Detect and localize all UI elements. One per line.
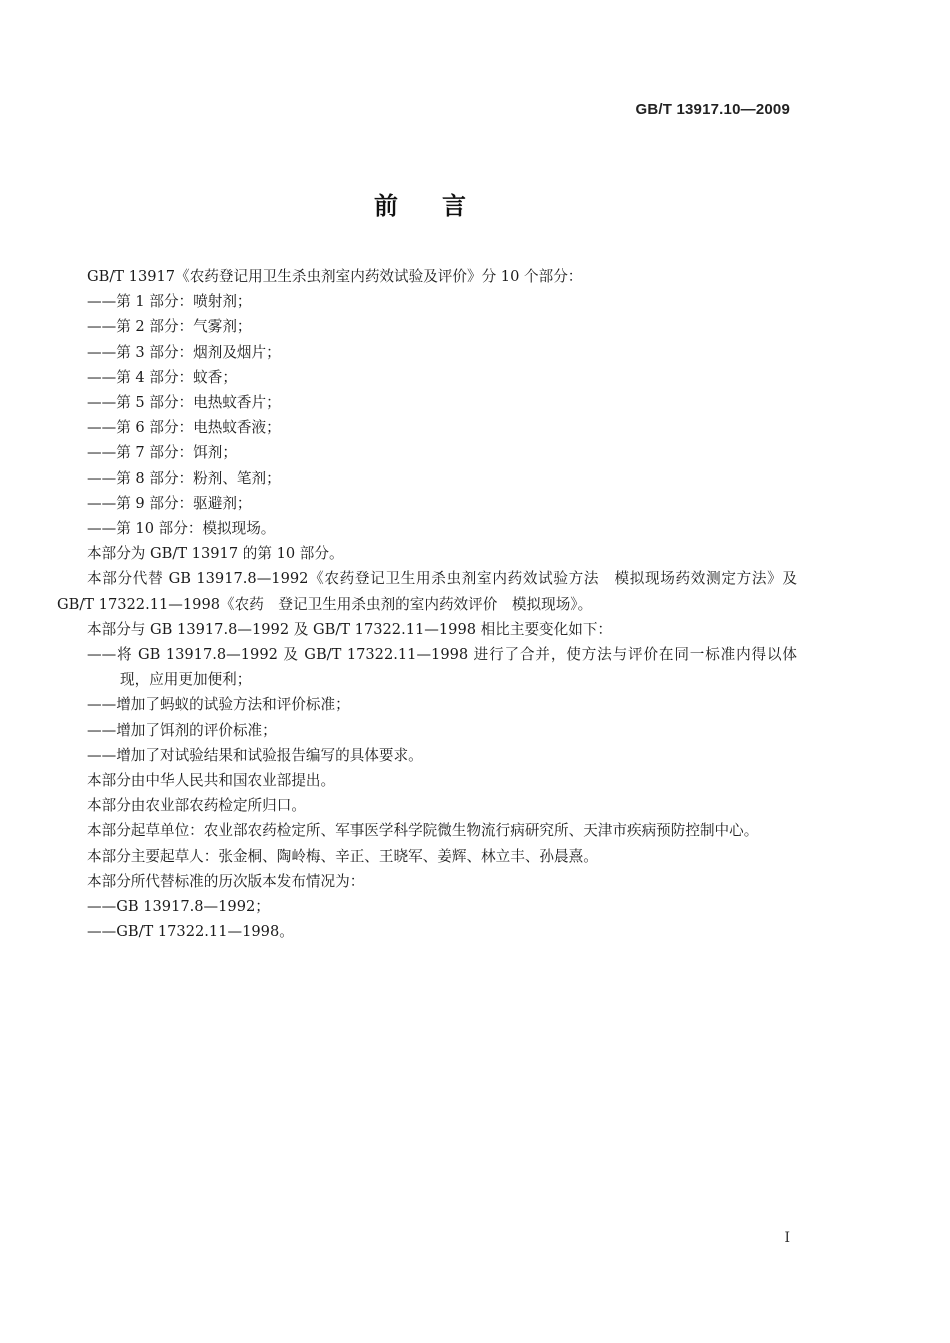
drafters-paragraph: 本部分主要起草人：张金桐、陶岭梅、辛正、王晓军、姜辉、林立丰、孙晨熹。 bbox=[87, 847, 598, 865]
part-list-item: ——第 6 部分：电热蚊香液； bbox=[87, 419, 281, 437]
change-list-item: ——增加了蚂蚁的试验方法和评价标准； bbox=[87, 696, 350, 714]
centralized-by-paragraph: 本部分由农业部农药检定所归口。 bbox=[87, 797, 306, 815]
this-part-paragraph: 本部分为 GB/T 13917 的第 10 部分。 bbox=[87, 545, 344, 563]
changes-intro-paragraph: 本部分与 GB 13917.8—1992 及 GB/T 17322.11—1998 相比主要变化如下： bbox=[87, 620, 613, 638]
history-intro-paragraph: 本部分所代替标准的历次版本发布情况为： bbox=[87, 872, 365, 890]
part-list-item: ——第 4 部分：蚊香； bbox=[87, 368, 237, 386]
change-list-item: ——将 GB 13917.8—1992 及 GB/T 17322.11—1998 进行了合并，使方法与评价在同一标准内得以体现，应用更加便利； bbox=[87, 646, 797, 689]
part-list-item: ——第 1 部分：喷射剂； bbox=[87, 293, 252, 311]
intro-paragraph: GB/T 13917《农药登记用卫生杀虫剂室内药效试验及评价》分 10 个部分： bbox=[87, 268, 583, 285]
part-list-item: ——第 5 部分：电热蚊香片； bbox=[87, 394, 281, 412]
drafting-units-paragraph: 本部分起草单位：农业部农药检定所、军事医学科学院微生物流行病研究所、天津市疾病预防控制中心。 bbox=[87, 822, 759, 840]
history-list-item: ——GB/T 17322.11—1998。 bbox=[87, 923, 294, 941]
part-list-item: ——第 7 部分：饵剂； bbox=[87, 444, 237, 462]
part-list-item: ——第 3 部分：烟剂及烟片； bbox=[87, 343, 281, 361]
proposed-by-paragraph: 本部分由中华人民共和国农业部提出。 bbox=[87, 772, 336, 790]
part-list-item: ——第 10 部分：模拟现场。 bbox=[87, 520, 276, 538]
history-list-item: ——GB 13917.8—1992； bbox=[87, 898, 270, 916]
standard-number: GB/T 13917.10—2009 bbox=[635, 101, 790, 118]
page-title: 前言 bbox=[374, 192, 510, 220]
replaces-paragraph: 本部分代替 GB 13917.8—1992《农药登记卫生用杀虫剂室内药效试验方法 模拟现场药效测定方法》及 GB/T 17322.11—1998《农药 登记卫生用杀虫剂的室内药效评价 模拟现场》。 bbox=[57, 570, 797, 613]
change-list-item: ——增加了对试验结果和试验报告编写的具体要求。 bbox=[87, 746, 423, 764]
part-list-item: ——第 2 部分：气雾剂； bbox=[87, 318, 252, 336]
part-list-item: ——第 9 部分：驱避剂； bbox=[87, 494, 252, 512]
foreword-body bbox=[57, 264, 797, 944]
change-list-item: ——增加了饵剂的评价标准； bbox=[87, 721, 277, 739]
page-number: I bbox=[784, 1230, 790, 1246]
part-list-item: ——第 8 部分：粉剂、笔剂； bbox=[87, 469, 281, 487]
